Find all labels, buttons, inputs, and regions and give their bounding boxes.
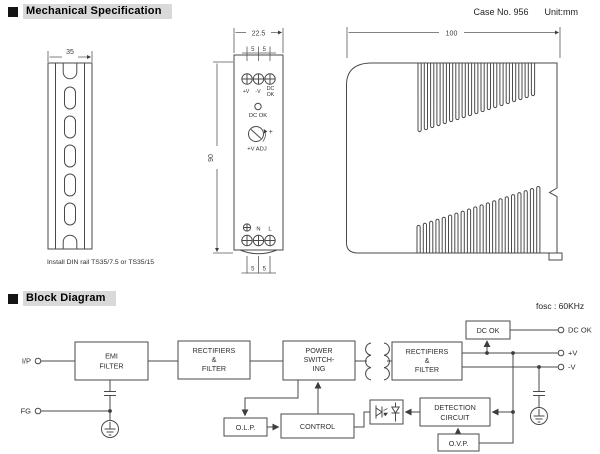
voltage-adjust-pot: [249, 127, 273, 142]
block-diagram-title: Block Diagram: [23, 291, 116, 306]
side-vents-top: [418, 64, 535, 132]
unit-label: Unit:mm: [544, 7, 578, 17]
olp-label: O.L.P.: [235, 423, 256, 432]
power-line2: SWITCH-: [303, 355, 335, 364]
front-bottom-bulge: [240, 250, 277, 254]
optocoupler-icon: [370, 400, 403, 424]
front-width-dim: 22.5: [251, 30, 266, 38]
din-slot: [65, 116, 76, 138]
output-ground-branch: [531, 367, 548, 425]
front-pitch-dim-3: 5: [251, 266, 255, 273]
adjust-label: +V ADJ: [247, 146, 267, 153]
front-pitch-dim-4: 5: [262, 266, 266, 273]
adjust-plus-sign: +: [268, 128, 273, 136]
front-label-ok: OK: [266, 92, 275, 98]
control-to-opto-wire: [354, 412, 370, 427]
front-pitch-dim-2: 5: [262, 47, 266, 53]
vminus-terminal-icon: [558, 364, 564, 370]
dc-ok-led-label: DC OK: [248, 113, 268, 119]
block-diagram: [21, 321, 592, 451]
din-rail-bottom-notch: [63, 235, 77, 249]
din-rail-body: [48, 63, 92, 249]
fg-terminal-label: FG: [20, 406, 31, 416]
dc-ok-box-label: DC OK: [476, 326, 500, 335]
junction-dot: [511, 351, 515, 355]
din-rail-caption: Install DIN rail TS35/7.5 or TS35/15: [47, 259, 155, 266]
control-label: CONTROL: [299, 422, 336, 431]
din-rail-flanges: [56, 63, 85, 249]
detection-line2: CIRCUIT: [440, 413, 470, 422]
ip-terminal-icon: [35, 358, 41, 364]
din-slot: [65, 87, 76, 109]
front-height-dim: 90: [208, 154, 215, 162]
junction-dot: [485, 351, 489, 355]
front-pitch-dim-lines: [242, 47, 276, 62]
front-height-extensions: [213, 62, 233, 253]
rect2-line3: FILTER: [414, 365, 440, 374]
din-clip-tab: [549, 253, 562, 260]
side-view-drawing: [347, 27, 563, 260]
rect1-line1: RECTIFIERS: [192, 346, 236, 355]
front-bottom-labels: [243, 224, 272, 233]
front-pitch-dim-1: 5: [251, 47, 255, 53]
dcok-terminal-icon: [558, 327, 564, 333]
transformer-icon: [366, 343, 390, 380]
power-line1: POWER: [305, 346, 333, 355]
vplus-terminal-label: +V: [568, 348, 578, 358]
rect1-line2: &: [211, 355, 217, 364]
front-bottom-terminals: [242, 235, 275, 245]
dc-ok-led: [255, 103, 261, 109]
junction-dot: [108, 409, 112, 413]
ip-terminal-label: I/P: [21, 356, 31, 366]
din-slot: [65, 145, 76, 167]
rect1-line3: FILTER: [201, 364, 227, 373]
ovp-label: O.V.P.: [448, 439, 469, 448]
front-label-vplus: +V: [242, 89, 250, 95]
din-rail-slots: [65, 87, 76, 225]
detection-line1: DETECTION: [434, 403, 476, 412]
fg-terminal-icon: [35, 408, 41, 414]
din-rail-top-notch: [63, 63, 77, 79]
case-number: Case No. 956: [473, 7, 529, 17]
rect2-line1: RECTIFIERS: [405, 347, 449, 356]
din-slot: [65, 174, 76, 196]
front-label-dc: DC: [266, 86, 275, 92]
front-label-vminus: -V: [255, 89, 261, 95]
power-line3: ING: [312, 364, 326, 373]
side-vents-bottom: [417, 187, 540, 254]
din-slot: [65, 203, 76, 225]
front-top-terminals: [242, 74, 275, 84]
neutral-label: N: [256, 226, 261, 233]
vplus-terminal-icon: [558, 350, 564, 356]
dcok-terminal-label: DC OK: [568, 325, 592, 335]
line-label: L: [268, 226, 272, 233]
vminus-terminal-label: -V: [568, 362, 576, 372]
side-length-dim: 100: [445, 30, 458, 38]
emi-filter-line1: EMI: [105, 351, 118, 361]
front-bottom-pitch-dims: [242, 256, 277, 274]
mechanical-spec-title: Mechanical Specification: [23, 4, 172, 19]
junction-dot: [511, 410, 515, 414]
emi-filter-line2: FILTER: [99, 361, 124, 371]
fosc-label: fosc : 60KHz: [536, 301, 585, 311]
olp-sense-wire: [245, 380, 298, 416]
pot-slot: [251, 130, 261, 139]
fg-ground-branch: [41, 380, 119, 438]
rect2-line2: &: [424, 356, 430, 365]
din-rail-width-dim: 35: [66, 49, 74, 56]
din-rail-drawing: [47, 49, 154, 266]
front-view-drawing: [208, 28, 283, 274]
